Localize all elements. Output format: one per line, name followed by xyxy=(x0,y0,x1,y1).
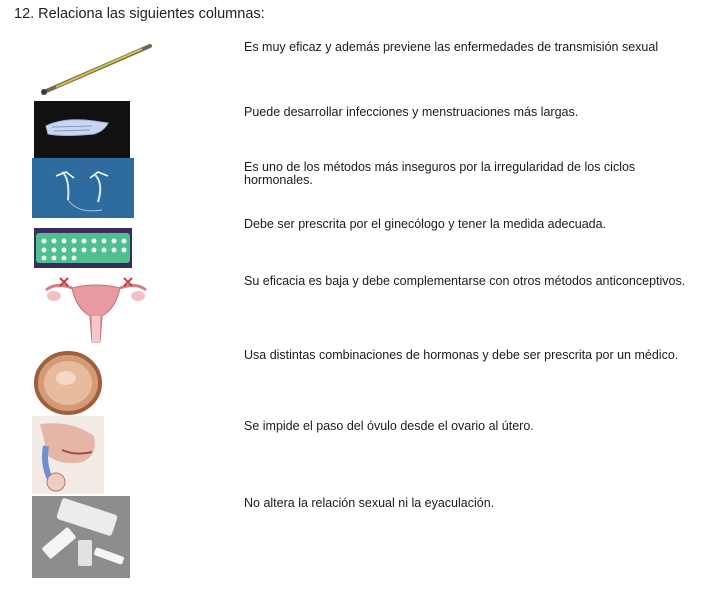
statement-7: Se impide el paso del óvulo desde el ovario al útero. xyxy=(244,419,534,433)
female-condom-image xyxy=(34,101,130,158)
question-title: 12. Relaciona las siguientes columnas: xyxy=(14,6,265,22)
statement-6: Usa distintas combinaciones de hormonas y debe ser prescrita por un médico. xyxy=(244,348,679,362)
thermometer-image xyxy=(36,40,156,100)
statement-8: No altera la relación sexual ni la eyaculación. xyxy=(244,496,495,510)
spermicide-image xyxy=(32,496,130,578)
diaphragm-image xyxy=(30,350,102,416)
statement-5: Su eficacia es baja y debe complementarse con otros métodos anticonceptivos. xyxy=(244,274,686,288)
iud-image xyxy=(32,158,134,218)
tubal-ligation-image xyxy=(40,272,152,348)
statement-4: Debe ser prescrita por el ginecólogo y tener la medida adecuada. xyxy=(244,217,607,231)
statement-3: Es uno de los métodos más inseguros por la irregularidad de los ciclos hormonales. xyxy=(244,160,636,187)
pill-blister-image xyxy=(34,228,132,268)
vasectomy-image xyxy=(32,416,104,494)
statement-1: Es muy eficaz y además previene las enfermedades de transmisión sexual xyxy=(244,40,659,54)
statement-2: Puede desarrollar infecciones y menstruaciones más largas. xyxy=(244,105,579,119)
